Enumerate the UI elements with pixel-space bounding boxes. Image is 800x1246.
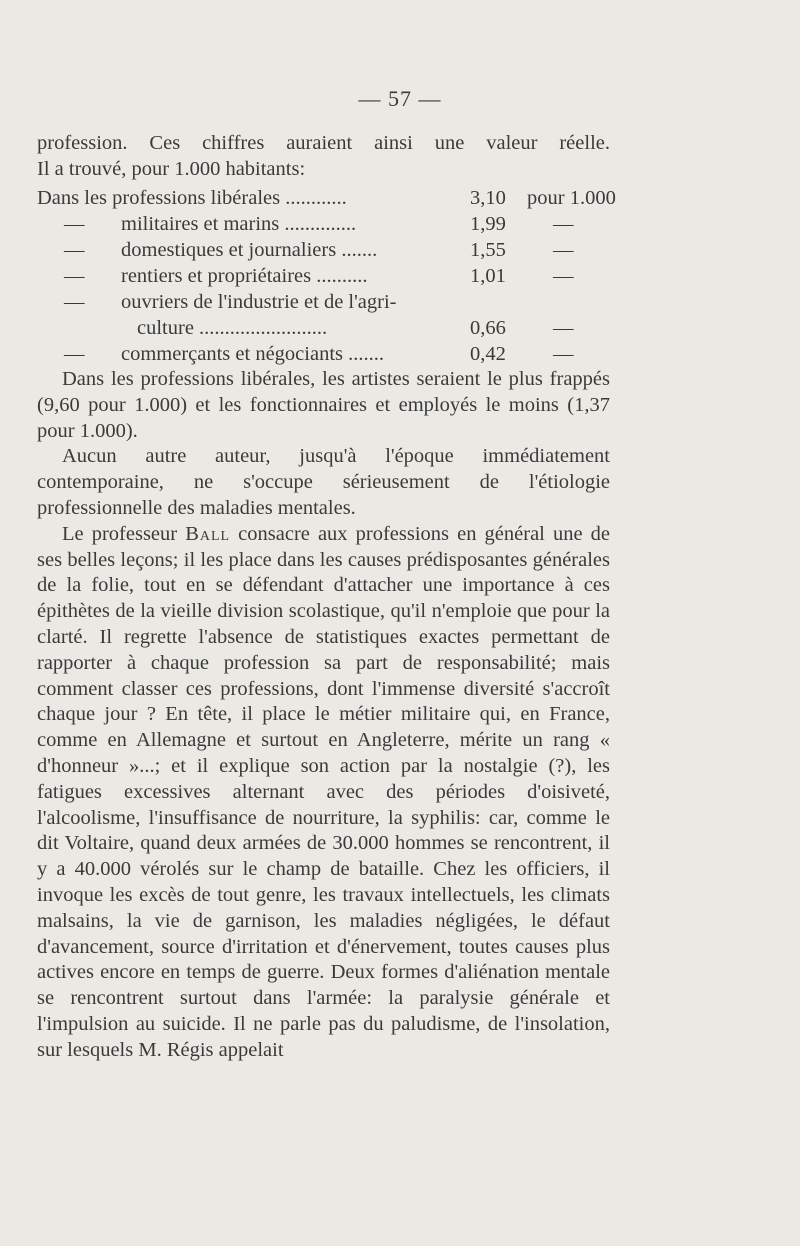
intro-text [37,131,610,183]
stat-dash: — [64,265,85,287]
paragraph-text: Le professeur [62,522,186,545]
stat-label: domestiques et journaliers ....... [121,239,378,261]
stat-label: commerçants et négociants ....... [121,343,384,365]
paragraph-text: consacre aux professions en général une de ses belles leçons; il les place dans les causes prédisposantes générales de la folie, tout en se défendant d'attacher une importance à ces épithètes de la vieille division scolastique, qu'il n'emploie que pour la clarté. Il regrette l'absence de statistiques exactes permettant de rapporter à chaque profession sa part de responsabilité; mais comment classer ces professions, dont l'immense diversité s'accroît chaque jour ? En tête, il place le métier militaire qui, en France, comme en Allemagne et surtout en Angleterre, mérite un rang « d'honneur »...; et il explique son action par la nostalgie (?), les fatigues excessives alternant avec des périodes d'oisiveté, l'alcoolisme, l'insuffisance de nourriture, la syphilis: car, comme le dit Voltaire, quand deux armées de 30.000 hommes se rencontrent, il y a 40.000 vérolés sur le champ de bataille. Chez les officiers, il invoque les excès de tout genre, les travaux intellectuels, les climats malsains, la vie de garnison, les maladies négligées, le défaut d'avancement, source d'irritation et d'énervement, toutes causes plus actives encore en temps de guerre. Deux formes d'aliénation mentale se rencontrent surtout dans l'armée: la paralysie générale et l'impulsion au suicide. Il ne parle pas du paludisme, de l'insolation, sur lesquels M. Régis appelait [37,522,610,1061]
stat-value: 1,01 [470,265,506,287]
stat-value: 0,66 [470,317,506,339]
stat-row [37,341,612,367]
intro-line: profession. Ces chiffres auraient ainsi une valeur réelle. [37,132,610,154]
intro-line: Il a trouvé, pour 1.000 habitants: [37,157,306,180]
stat-value: 1,55 [470,239,506,261]
stat-value: 0,42 [470,343,506,365]
author-name: Ball [185,522,231,545]
stat-row [37,185,616,211]
stat-dash: — [64,343,85,365]
body-text [37,367,610,1064]
stat-ditto: — [553,317,574,339]
paragraph: Dans les professions libérales, les artistes seraient le plus frappés (9,60 pour 1.000) et les fonctionnaires et employés le moins (1,37 pour 1.000). [37,368,610,442]
stat-row [37,211,612,237]
stat-label: rentiers et propriétaires .......... [121,265,368,287]
stat-value: 3,10 [470,187,506,209]
stat-value: 1,99 [470,213,506,235]
paragraph [37,522,610,1064]
stat-ditto: — [553,265,574,287]
stat-label: Dans les professions libérales ............ [37,187,347,209]
stat-label: ouvriers de l'industrie et de l'agri- [121,291,397,313]
page-number: — 57 — [358,86,442,111]
stat-dash: — [64,213,85,235]
stat-unit: pour 1.000 [527,187,616,209]
paragraph: Aucun autre auteur, jusqu'à l'époque immédiatement contemporaine, ne s'occupe sérieusement de l'étiologie professionnelle des maladies mentales. [37,445,610,519]
stat-row [37,263,612,289]
stat-row [37,237,612,263]
stat-ditto: — [553,343,574,365]
stat-row [37,315,612,341]
stat-dash: — [64,291,85,313]
stat-row [37,289,612,315]
stat-label: culture ......................... [137,317,328,339]
stat-label: militaires et marins .............. [121,213,357,235]
stat-ditto: — [553,213,574,235]
stat-dash: — [64,239,85,261]
stat-ditto: — [553,239,574,261]
